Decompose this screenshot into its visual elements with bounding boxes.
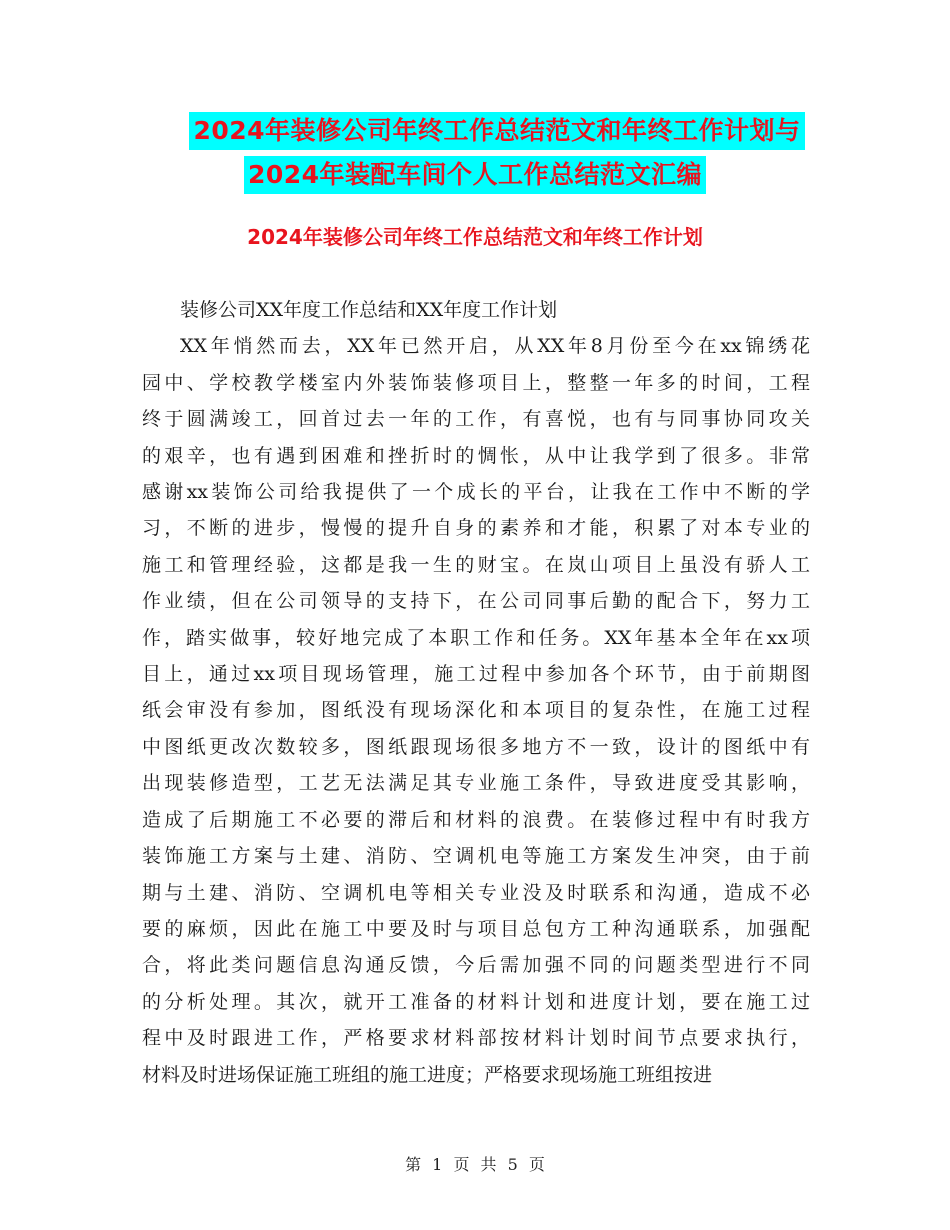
document-title xyxy=(0,112,950,194)
text-line: 期与土建、消防、空调机电等相关专业没及时联系和沟通，造成不必 xyxy=(142,881,810,904)
main-paragraph xyxy=(142,328,810,1093)
text-line: 中图纸更改次数较多，图纸跟现场很多地方不一致，设计的图纸中有 xyxy=(142,735,810,758)
title-line-1: 2024年装修公司年终工作总结范文和年终工作计划与 xyxy=(189,112,804,150)
text-line: 感谢xx装饰公司给我提供了一个成长的平台，让我在工作中不断的学 xyxy=(142,481,810,504)
text-line: 装饰施工方案与土建、消防、空调机电等施工方案发生冲突，由于前 xyxy=(142,845,810,868)
text-line: 作业绩，但在公司领导的支持下，在公司同事后勤的配合下，努力工 xyxy=(142,590,810,613)
text-line: 纸会审没有参加，图纸没有现场深化和本项目的复杂性，在施工过程 xyxy=(142,699,810,722)
text-line: 的艰辛，也有遇到困难和挫折时的惆怅，从中让我学到了很多。非常 xyxy=(142,444,810,467)
text-line: 作，踏实做事，较好地完成了本职工作和任务。XX年基本全年在xx项 xyxy=(142,626,810,649)
text-line: 终于圆满竣工，回首过去一年的工作，有喜悦，也有与同事协同攻关 xyxy=(142,408,810,431)
text-line: 程中及时跟进工作，严格要求材料部按材料计划时间节点要求执行， xyxy=(142,1027,810,1050)
body-text xyxy=(142,292,810,1093)
text-line: 园中、学校教学楼室内外装饰装修项目上，整整一年多的时间，工程 xyxy=(142,371,810,394)
text-line: 出现装修造型，工艺无法满足其专业施工条件，导致进度受其影响， xyxy=(142,772,810,795)
title-line-2: 2024年装配车间个人工作总结范文汇编 xyxy=(244,156,706,194)
text-line: 习，不断的进步，慢慢的提升自身的素养和才能，积累了对本专业的 xyxy=(142,517,810,540)
text-line: 目上，通过xx项目现场管理，施工过程中参加各个环节，由于前期图 xyxy=(142,663,810,686)
intro-paragraph: 装修公司XX年度工作总结和XX年度工作计划 xyxy=(180,299,558,321)
text-line: 的分析处理。其次，就开工准备的材料计划和进度计划，要在施工过 xyxy=(142,990,810,1013)
text-line: 要的麻烦，因此在施工中要及时与项目总包方工种沟通联系，加强配 xyxy=(142,917,810,940)
text-line: 施工和管理经验，这都是我一生的财宝。在岚山项目上虽没有骄人工 xyxy=(142,553,810,576)
text-line: 合，将此类问题信息沟通反馈，今后需加强不同的问题类型进行不同 xyxy=(142,954,810,977)
page-number: 第 1 页 共 5 页 xyxy=(405,1155,545,1174)
text-line: 材料及时进场保证施工班组的施工进度；严格要求现场施工班组按进 xyxy=(142,1063,713,1086)
text-line: 造成了后期施工不必要的滞后和材料的浪费。在装修过程中有时我方 xyxy=(142,808,810,831)
text-line: XX年悄然而去，XX年已然开启，从XX年8月份至今在xx锦绣花 xyxy=(180,335,810,358)
section-heading: 2024年装修公司年终工作总结范文和年终工作计划 xyxy=(247,225,703,249)
